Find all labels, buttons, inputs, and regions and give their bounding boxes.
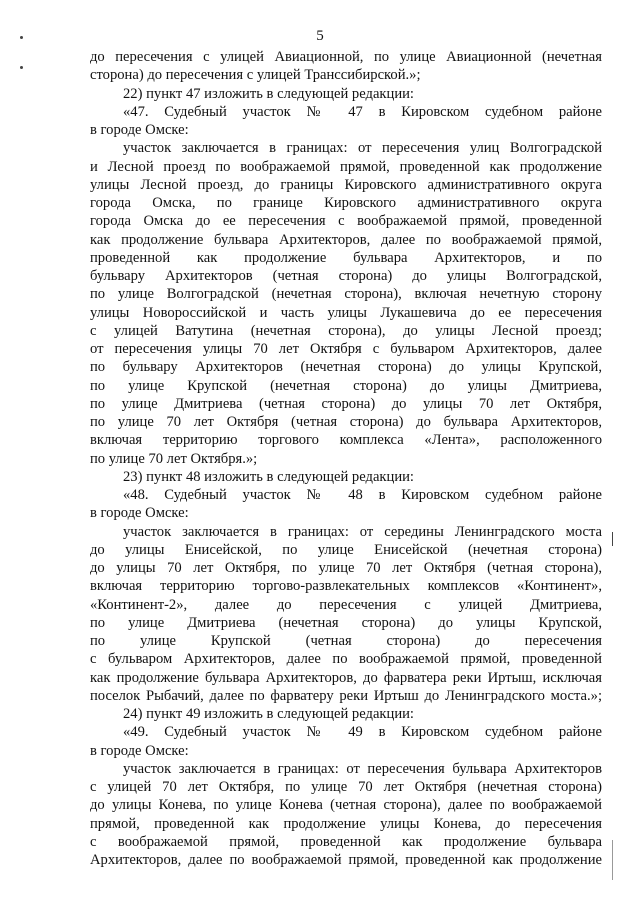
- text-line: бульвару Архитекторов (четная сторона) до улицы Волгоградской,: [90, 268, 602, 284]
- text-line: до улицы 70 лет Октября, по улице 70 лет Октября (четная сторона),: [90, 560, 602, 576]
- text-line: Архитекторов, далее по воображаемой прямой, проведенной как продолжение: [90, 852, 602, 868]
- text-line: поселок Рыбачий, далее по фарватеру реки Иртыш до Ленинградского моста.»;: [90, 687, 602, 704]
- scan-mark: [612, 840, 613, 880]
- scan-mark: [612, 532, 613, 546]
- text-line: с бульваром Архитекторов, далее по воображаемой прямой, проведенной: [90, 651, 602, 668]
- text-line: по улице 70 лет Октября (четная сторона) до бульвара Архитекторов,: [90, 414, 602, 430]
- text-line: до улицы Конева, по улице Конева (четная сторона), далее по воображаемой: [90, 797, 602, 814]
- scan-mark: [20, 66, 23, 69]
- text-line: как продолжение бульвара Архитекторов, далее по воображаемой прямой,: [90, 231, 602, 248]
- text-line: города Омска до ее пересечения с воображаемой прямой, проведенной: [90, 213, 602, 230]
- text-line: прямой, проведенной как продолжение улицы Конева, до пересечения: [90, 815, 602, 832]
- text-line: в городе Омске:: [90, 742, 189, 759]
- text-line: «48. Судебный участок № 48 в Кировском судебном районе: [123, 487, 602, 503]
- text-line: в городе Омске:: [90, 122, 189, 138]
- text-line: как продолжение бульвара Архитекторов, до фарватера реки Иртыш, исключая: [90, 669, 602, 686]
- text-line: с улицей 70 лет Октября, по улице 70 лет Октября (нечетная сторона): [90, 779, 602, 795]
- text-line: 23) пункт 48 изложить в следующей редакции:: [123, 468, 414, 485]
- text-line: по бульвару Архитекторов (нечетная сторона) до улицы Крупской,: [90, 359, 602, 376]
- text-line: до пересечения с улицей Авиационной, по улице Авиационной (нечетная: [90, 49, 602, 65]
- text-line: по улице Дмитриева (нечетная сторона) до улицы Крупской,: [90, 614, 602, 631]
- text-line: города Омска, по границе Кировского административного округа: [90, 195, 602, 211]
- text-line: участок заключается в границах: от пересечения улиц Волгоградской: [123, 140, 602, 157]
- text-line: «49. Судебный участок № 49 в Кировском судебном районе: [123, 724, 602, 741]
- text-line: сторона) до пересечения с улицей Транссибирской.»;: [90, 67, 421, 84]
- text-line: с воображаемой прямой, проведенной как продолжение бульвара: [90, 833, 602, 850]
- text-line: по улице Волгоградской (нечетная сторона), включая нечетную сторону: [90, 286, 602, 303]
- text-line: проведенной как продолжение бульвара Архитекторов, и по: [90, 249, 602, 266]
- text-line: по улице 70 лет Октября.»;: [90, 450, 258, 467]
- text-line: с улицей Ватутина (нечетная сторона), до улицы Лесной проезд;: [90, 322, 602, 339]
- page-number: 5: [316, 28, 324, 44]
- text-line: 22) пункт 47 изложить в следующей редакции:: [123, 85, 414, 102]
- text-line: улицы Новороссийской и часть улицы Лукашевича до ее пересечения: [90, 304, 602, 321]
- text-line: «Континент-2», далее до пересечения с улицей Дмитриева,: [90, 596, 602, 613]
- text-line: «47. Судебный участок № 47 в Кировском судебном районе: [123, 103, 602, 120]
- text-line: 24) пункт 49 изложить в следующей редакции:: [123, 706, 414, 722]
- text-line: включая территорию торгово-развлекательных комплексов «Континент»,: [90, 578, 602, 595]
- text-line: и Лесной проезд по воображаемой прямой, проведенной как продолжение: [90, 158, 602, 175]
- text-line: от пересечения улицы 70 лет Октября с бульваром Архитекторов, далее: [90, 341, 602, 357]
- text-line: по улице Крупской (четная сторона) до пересечения: [90, 633, 602, 649]
- text-line: участок заключается в границах: от пересечения бульвара Архитекторов: [123, 760, 602, 777]
- text-line: включая территорию торгового комплекса «Лента», расположенного: [90, 432, 602, 449]
- text-line: до улицы Енисейской, по улице Енисейской (нечетная сторона): [90, 541, 602, 558]
- text-line: по улице Крупской (нечетная сторона) до улицы Дмитриева,: [90, 377, 602, 394]
- text-line: по улице Дмитриева (четная сторона) до улицы 70 лет Октября,: [90, 395, 602, 412]
- text-line: улицы Лесной проезд, до границы Кировского административного округа: [90, 176, 602, 193]
- text-line: в городе Омске:: [90, 505, 189, 522]
- text-line: участок заключается в границах: от середины Ленинградского моста: [123, 523, 602, 540]
- document-body: [90, 48, 602, 869]
- scan-mark: [20, 36, 23, 39]
